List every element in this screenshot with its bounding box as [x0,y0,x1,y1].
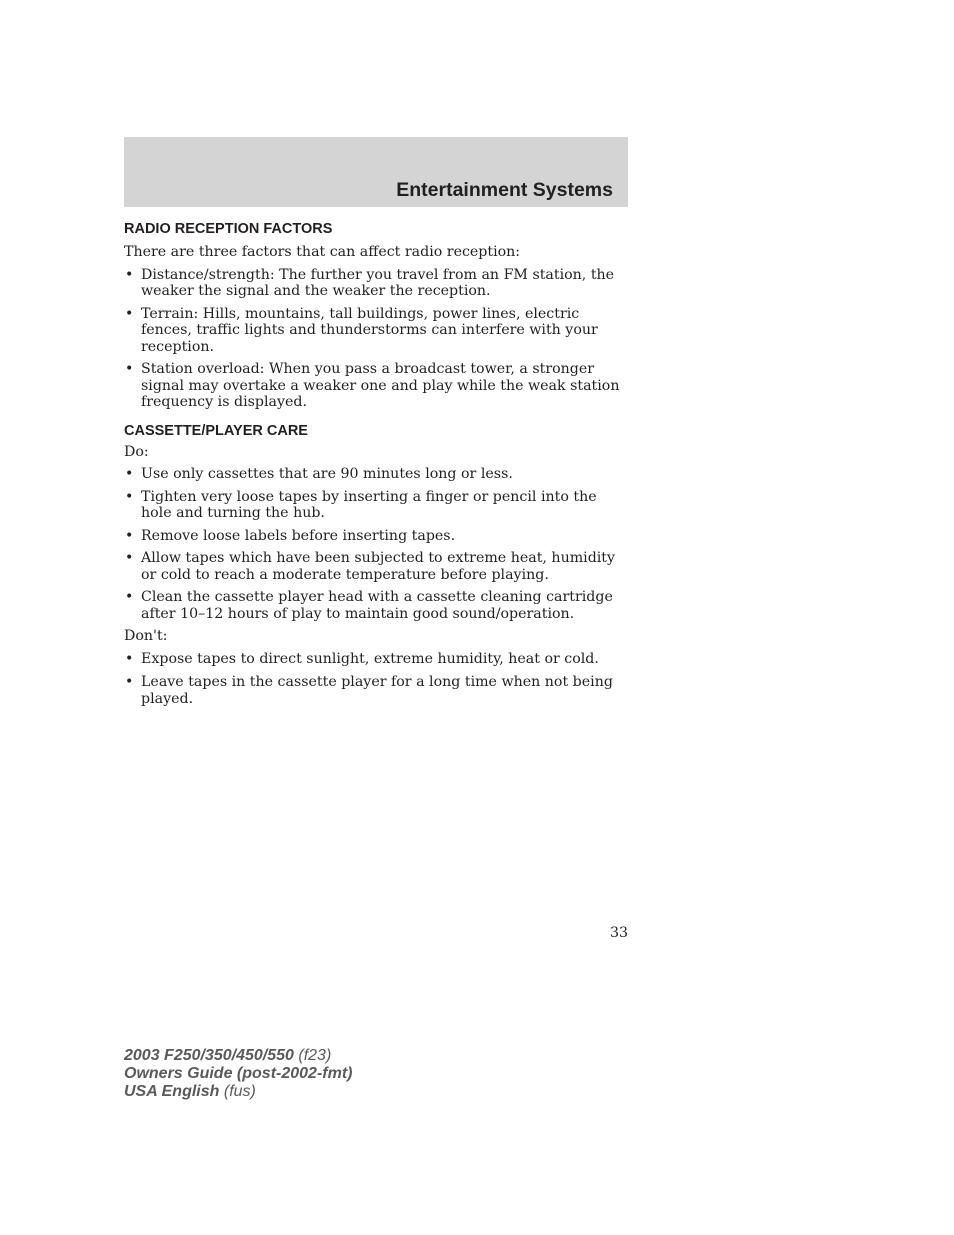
list-item [124,306,628,356]
list-item-text: Tighten very loose tapes by inserting a finger or pencil into the hole and turning the hub. [141,488,597,521]
footer-line-model [124,1047,352,1065]
list-item-text: Remove loose labels before inserting tapes. [141,527,456,544]
bullet-icon: • [125,466,134,482]
list-item-text: Station overload: When you pass a broadcast tower, a stronger signal may overtake a weaker one and play while the weak station frequency is displayed. [141,361,620,410]
document-footer [124,1047,352,1101]
footer-model: 2003 F250/350/450/550 [124,1047,294,1064]
list-item [124,651,628,668]
bullet-icon: • [125,305,134,322]
bullet-icon: • [125,674,134,690]
list-item-text: Leave tapes in the cassette player for a long time when not being played. [141,674,613,707]
list-item-text: Allow tapes which have been subjected to extreme heat, humidity or cold to reach a moderate temperature before playing. [141,550,616,583]
footer-language-code: (fus) [219,1083,256,1100]
list-item [124,267,628,300]
bullet-icon: • [125,550,134,566]
bullet-icon: • [125,488,134,505]
list-item-text: Clean the cassette player head with a cassette cleaning cartridge after 10–12 hours of play to maintain good sound/operation. [141,589,613,622]
bullet-icon: • [125,650,134,667]
list-item [124,528,628,545]
do-list [124,466,628,622]
cassette-care-heading: CASSETTE/PLAYER CARE [124,422,308,439]
page-number: 33 [609,925,628,941]
list-item [124,589,628,622]
list-item-text: Use only cassettes that are 90 minutes long or less. [141,466,513,482]
footer-model-code: (f23) [293,1047,332,1064]
radio-reception-list [124,267,628,411]
list-item [124,466,628,483]
footer-line-guide [124,1065,352,1083]
bullet-icon: • [125,527,134,544]
list-item [124,674,628,707]
dont-list [124,651,628,708]
dont-label: Don't: [124,628,168,644]
section-header-band [124,137,628,207]
footer-guide: Owners Guide (post-2002-fmt) [124,1065,353,1082]
footer-language: USA English [124,1083,220,1100]
section-header-title: Entertainment Systems [396,179,613,201]
bullet-icon: • [125,266,134,283]
list-item [124,489,628,522]
radio-reception-intro: There are three factors that can affect radio reception: [124,244,521,260]
list-item [124,550,628,583]
list-item-text: Distance/strength: The further you travel from an FM station, the weaker the signal and the weaker the reception. [141,266,615,299]
list-item-text: Terrain: Hills, mountains, tall buildings, power lines, electric fences, traffic lights and thunderstorms can interfere with your reception. [141,305,598,355]
list-item-text: Expose tapes to direct sunlight, extreme humidity, heat or cold. [141,650,599,667]
page-content [124,220,628,707]
bullet-icon: • [125,589,134,605]
do-label: Do: [124,443,149,460]
radio-reception-heading: RADIO RECEPTION FACTORS [124,221,333,237]
list-item [124,361,628,411]
bullet-icon: • [125,361,134,377]
footer-line-language [124,1083,352,1101]
